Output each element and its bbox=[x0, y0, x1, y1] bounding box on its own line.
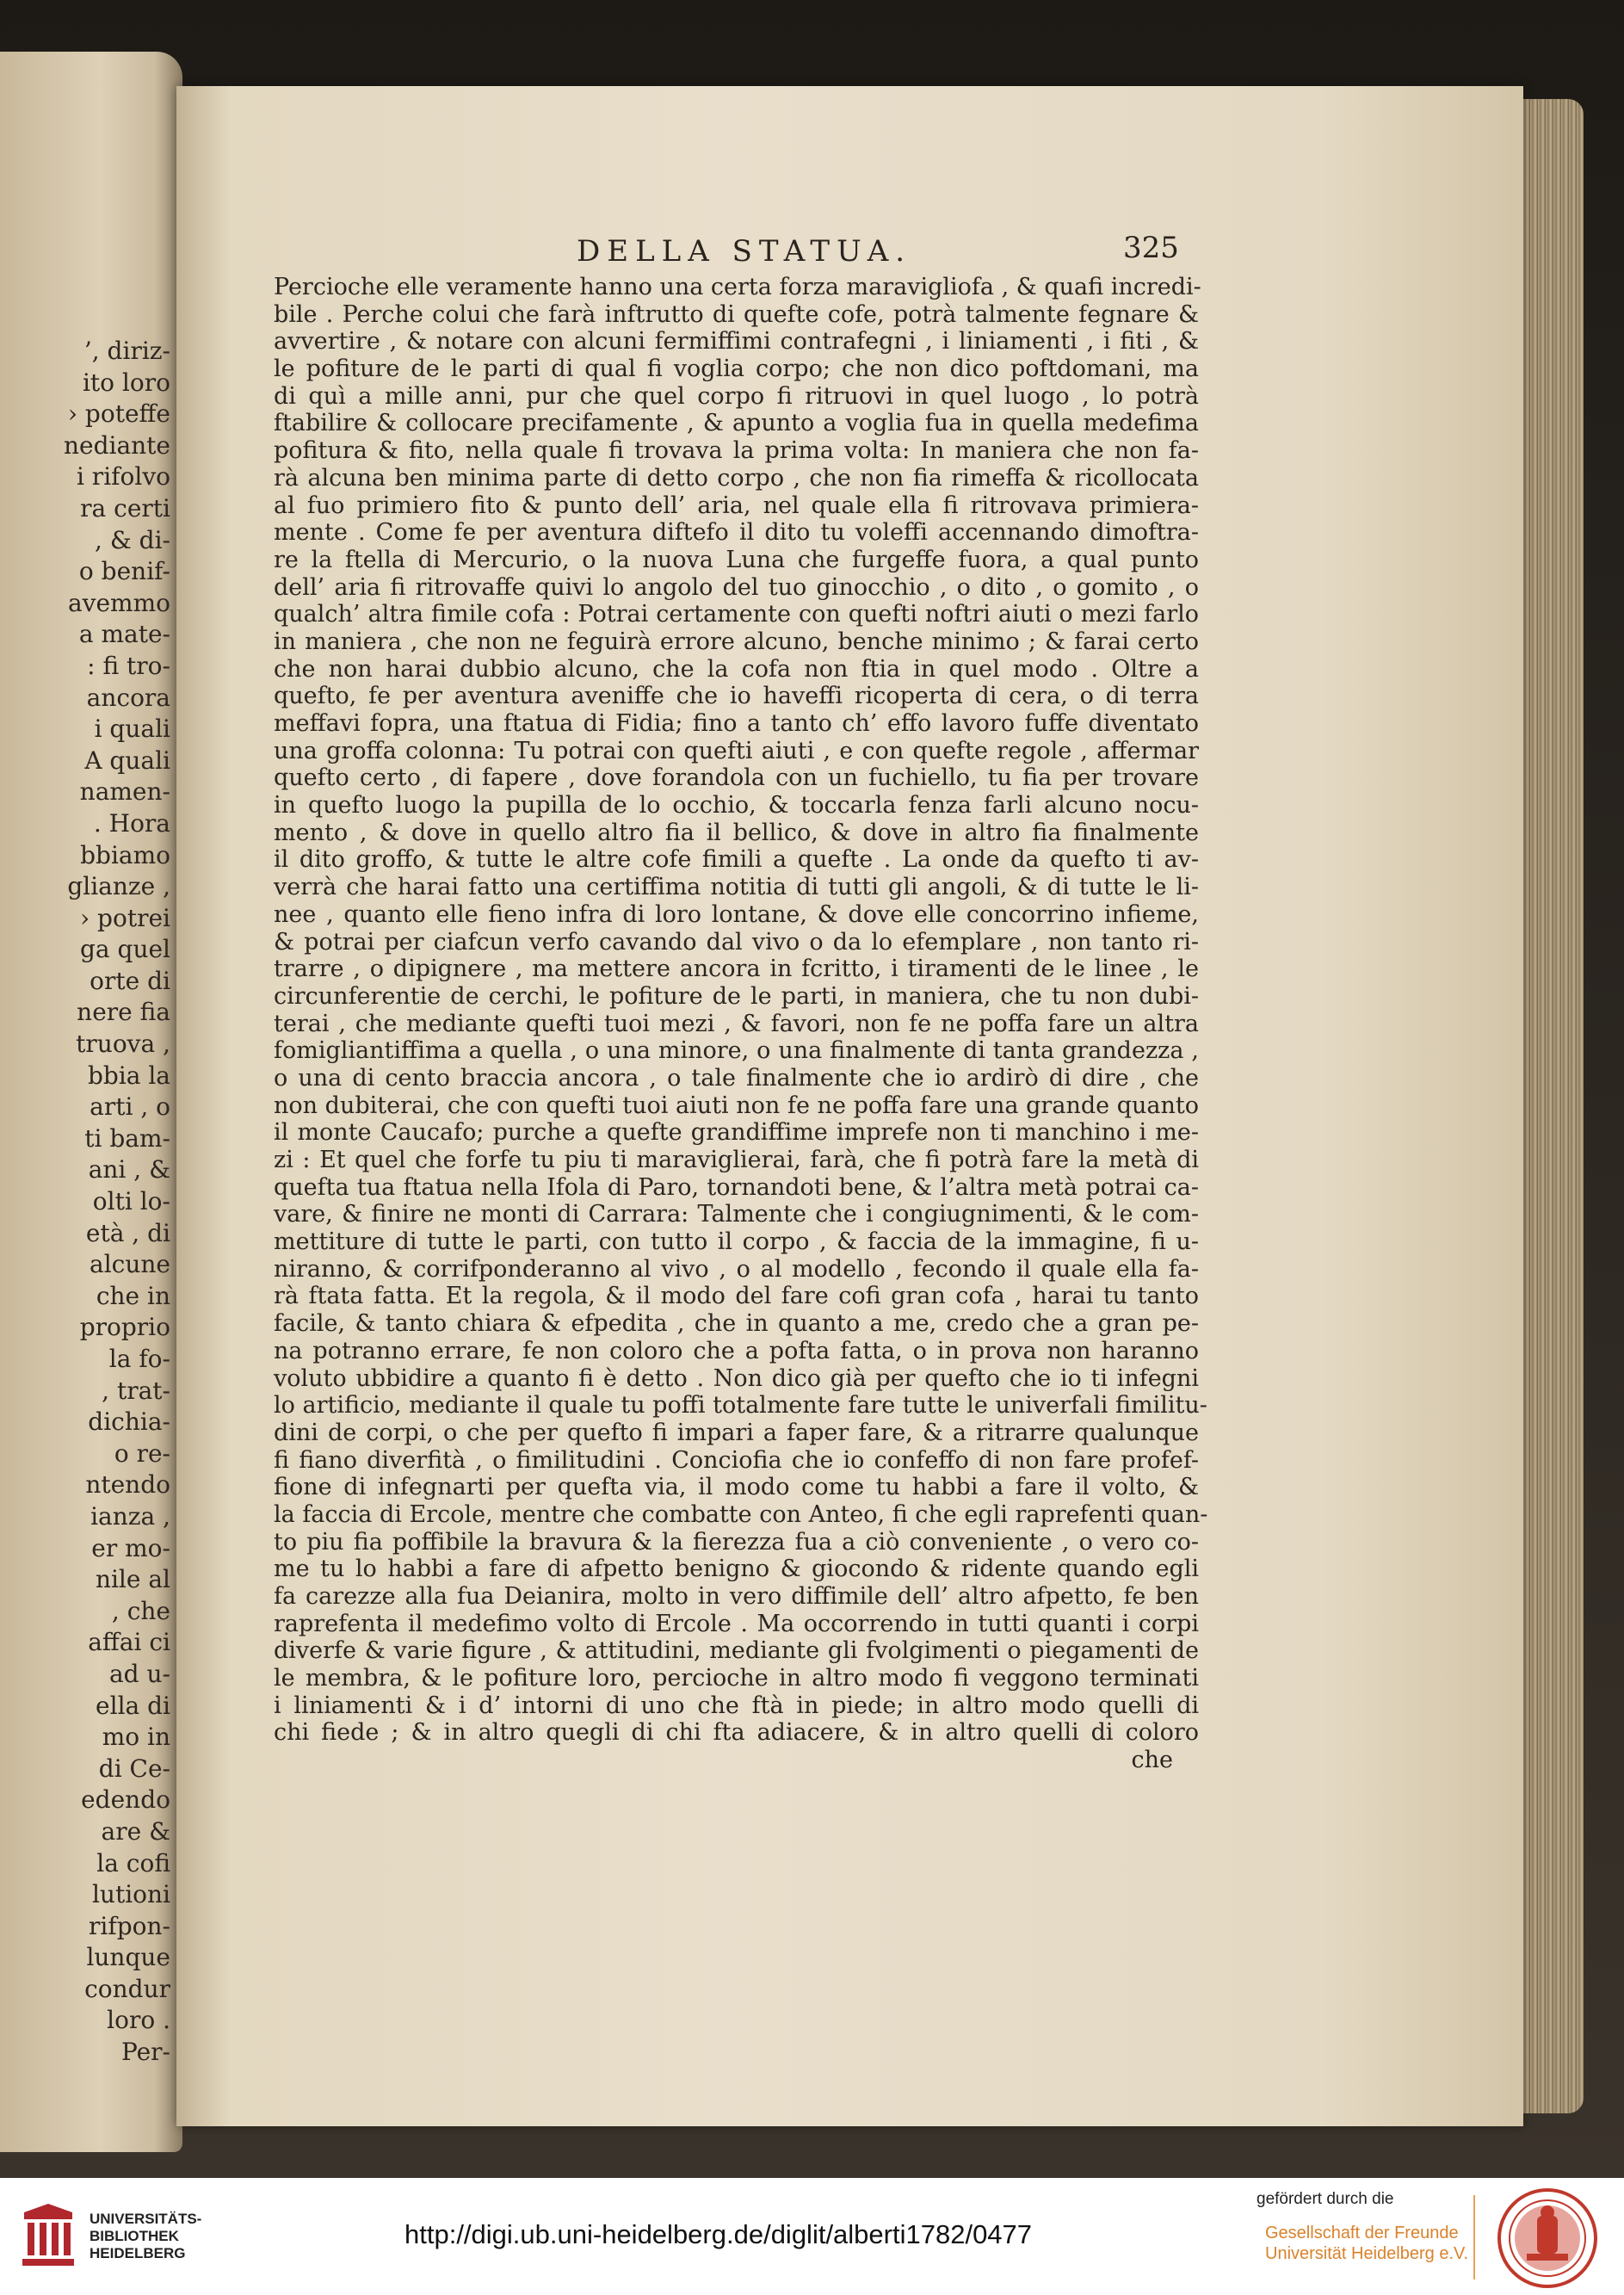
left-page-line: età , di bbox=[85, 1218, 170, 1247]
text-line: di quì a mille anni, pur che quel corpo fi ritruovi in quel luogo , lo potrà bbox=[274, 382, 1199, 410]
library-logo-icon bbox=[19, 2200, 77, 2273]
text-line: lo artificio, mediante il quale tu poffi totalmente fare tutte le univerfali fimilitu- bbox=[274, 1392, 1207, 1420]
left-page-line: Per- bbox=[121, 2038, 170, 2067]
permalink-url[interactable]: http://digi.ub.uni-heidelberg.de/diglit/alberti1782/0477 bbox=[404, 2219, 1033, 2249]
left-page-line: ’, diriz- bbox=[83, 337, 170, 365]
left-page-line: la fo- bbox=[108, 1345, 170, 1373]
left-page-line: i rifolvo bbox=[76, 462, 170, 492]
left-page-line: edendo bbox=[81, 1785, 170, 1815]
left-page-line: ga quel bbox=[80, 935, 170, 964]
text-line: niranno, & corrifponderanno al vivo , o al modello , fecondo il quale ella fa- bbox=[274, 1255, 1199, 1283]
text-line: vare, & finire ne monti di Carrara: Talmente che i congiugnimenti, & le com- bbox=[274, 1201, 1199, 1228]
catchword: che bbox=[1131, 1747, 1173, 1774]
left-page-line: i quali bbox=[94, 714, 170, 744]
text-line: meffavi fopra, una ftatua di Fidia; fino a tanto ch’ effo lavoro fuffe diventato bbox=[274, 710, 1199, 737]
text-line: il monte Caucafo; purche a quefte grandiffime imprefe non ti manchino i me- bbox=[274, 1119, 1199, 1147]
text-line: mente . Come fe per aventura diftefo il dito tu voleffi accennando dimoftra- bbox=[274, 519, 1199, 547]
left-page-line: namen- bbox=[79, 777, 170, 807]
left-page-text bbox=[0, 336, 170, 2069]
text-line: fomigliantiffima a quella , o una minore, o una finalmente di tanta grandezza , bbox=[274, 1037, 1199, 1065]
left-page-line: ra certi bbox=[80, 493, 170, 523]
left-page-line: er mo- bbox=[91, 1533, 170, 1562]
left-page-line: are & bbox=[101, 1816, 170, 1846]
left-page-line: ianza , bbox=[90, 1501, 170, 1531]
text-line: in quefto luogo la pupilla de lo occhio, & toccarla fenza farli alcuno nocu- bbox=[274, 792, 1199, 820]
left-page-line: affai ci bbox=[88, 1628, 170, 1657]
university-seal-icon bbox=[1496, 2187, 1599, 2290]
text-line: terai , che mediante quefti tuoi mezi , & favori, non fe ne poffa fare un altra bbox=[274, 1010, 1199, 1037]
left-page-line: lunque bbox=[86, 1943, 170, 1972]
left-page-line: ito loro bbox=[82, 368, 170, 397]
text-line: facile, & tanto chiara & efpedita , che in quanto a me, credo che a gran pe- bbox=[274, 1310, 1199, 1338]
text-line: verrà che harai fatto una certiffima notitia di tutti gli angoli, & di tutte le li- bbox=[274, 874, 1199, 901]
text-line: quefto certo , di fapere , dove forandola con un fuchiello, tu fia per trovare bbox=[274, 764, 1199, 792]
text-line: rà alcuna ben minima parte di detto corpo , che non fia rimeffa & ricollocata bbox=[274, 464, 1199, 492]
text-line: il dito groffo, & tutte le altre cofe fimili a quefte . La onde da quefto ti av- bbox=[274, 846, 1199, 874]
footer-bar bbox=[0, 2178, 1624, 2295]
text-line: mettiture di tutte le parti, con tutto il corpo , & faccia de la immagine, fi u- bbox=[274, 1228, 1199, 1256]
text-line: me tu lo habbi a fare di afpetto benigno & giocondo & ridente quando egli bbox=[274, 1556, 1199, 1583]
left-page-line: o benif- bbox=[78, 557, 170, 586]
text-line: i liniamenti & i d’ intorni di uno che ftà in piede; in altro modo quelli di bbox=[274, 1692, 1199, 1719]
text-line: quefta tua ftatua nella Ifola di Paro, tornandoti bene, & l’altra metà potrai ca- bbox=[274, 1173, 1199, 1201]
text-line: na potranno errare, fe non coloro che a pofta fatta, o in prova non haranno bbox=[274, 1337, 1199, 1364]
left-page-line: : fi tro- bbox=[87, 651, 170, 680]
left-page-line: , che bbox=[111, 1596, 170, 1625]
text-line: fi fiano diverfità , o fimilitudini . Conciofia che io confeffo di non fare profef- bbox=[274, 1446, 1199, 1474]
running-title: DELLA STATUA. bbox=[577, 234, 912, 269]
left-page-line: loro . bbox=[107, 2006, 170, 2035]
text-line: la faccia di Ercole, mentre che combatte con Anteo, fi che egli raprefenti quan- bbox=[274, 1500, 1208, 1528]
text-line: una groffa colonna: Tu potrai con quefti aiuti , e con quefte regole , affermar bbox=[274, 737, 1199, 764]
text-line: al fuo primiero fito & punto dell’ aria, nel quale ella fi ritrovava primiera- bbox=[274, 492, 1199, 519]
text-line: zi : Et quel che forfe tu piu ti maraviglierai, farà, che fi potrà fare la metà di bbox=[274, 1147, 1199, 1173]
text-line: trarre , o dipignere , ma mettere ancora in fcritto, i tiramenti de le linee , le bbox=[274, 956, 1199, 983]
text-line: le pofiture de le parti di qual fi voglia corpo; che non dico poftdomani, ma bbox=[274, 356, 1199, 383]
text-line: re la ftella di Mercurio, o la nuova Luna che furgeffe fuora, a qual punto bbox=[274, 546, 1199, 573]
left-page-line: alcune bbox=[90, 1250, 170, 1279]
page-number: 325 bbox=[1123, 231, 1179, 265]
left-page-line: nile al bbox=[95, 1565, 170, 1594]
left-page-line: di Ce- bbox=[98, 1754, 170, 1783]
left-page-line: truova , bbox=[76, 1030, 170, 1059]
text-line: non dubiterai, che con quefti tuoi aiuti non fe ne poffa fare una grande quanto bbox=[274, 1092, 1199, 1119]
text-line: che non harai dubbio alcuno, che la cofa non ftia in quel modo . Oltre a bbox=[274, 655, 1199, 683]
left-page-line: ad u- bbox=[108, 1659, 170, 1688]
page-edges bbox=[1515, 99, 1584, 2113]
text-line: avvertire , & notare con alcuni fermiffimi contrafegni , i liniamenti , i fiti , & bbox=[274, 328, 1199, 356]
left-page-line: a mate- bbox=[78, 620, 170, 649]
text-line: ftabilire & collocare precifamente , & apunto a voglia fua in quella medefima bbox=[274, 410, 1199, 437]
text-line: fa carezze alla fua Deianira, molto in vero diffimile dell’ altro afpetto, fe ben bbox=[274, 1583, 1199, 1610]
funded-by-label: gefördert durch die bbox=[1257, 2190, 1394, 2208]
left-page-line: nere fia bbox=[77, 998, 170, 1027]
left-page-line: o re- bbox=[114, 1438, 170, 1468]
text-line: to piu fia poffibile la bravura & la fierezza fua a ciò conveniente , o vero co- bbox=[274, 1528, 1199, 1556]
text-line: rà ftata fatta. Et la regola, & il modo del fare cofi gran cofa , harai tu tanto bbox=[274, 1283, 1199, 1310]
library-name: UNIVERSITÄTS- BIBLIOTHEK HEIDELBERG bbox=[90, 2211, 202, 2261]
text-line: o una di cento braccia ancora , o tale finalmente che io ardirò di dire , che bbox=[274, 1064, 1199, 1092]
text-line: in maniera , che non ne feguirà errore alcuno, benche minimo ; & farai certo bbox=[274, 628, 1199, 655]
left-page-line: arti , o bbox=[90, 1092, 170, 1122]
text-line: nee , quanto elle fieno infra di loro lontane, & dove elle concorrino infieme, bbox=[274, 900, 1199, 928]
left-page-line: . Hora bbox=[93, 808, 170, 838]
text-line: quefto, fe per aventura aveniffe che io haveffi ricoperta di cera, o di terra bbox=[274, 683, 1199, 710]
left-page-line: , & di- bbox=[95, 525, 170, 554]
text-line: chi fiede ; & in altro quegli di chi fta adiacere, & in altro quelli di coloro bbox=[274, 1719, 1199, 1747]
text-line: & potrai per ciafcun verfo cavando dal vivo o da lo efemplare , non tanto ri- bbox=[274, 928, 1199, 956]
left-page-line: proprio bbox=[79, 1313, 170, 1342]
left-page-line: bbiamo bbox=[80, 840, 170, 869]
left-page-line: ntendo bbox=[85, 1470, 170, 1500]
left-page-line: dichia- bbox=[88, 1407, 170, 1437]
text-line: circunferentie de cerchi, le pofiture de le parti, in maniera, che tu non dubi- bbox=[274, 982, 1199, 1010]
text-line: mento , & dove in quello altro fia il bellico, & dove in altro fia finalmente bbox=[274, 819, 1199, 846]
left-page-line: mo in bbox=[102, 1723, 170, 1752]
left-page-line: bbia la bbox=[87, 1061, 170, 1090]
body-text bbox=[274, 274, 1208, 1774]
left-page-line: che in bbox=[96, 1281, 170, 1310]
text-line: dini de corpi, o che per quefto fi impari a faper fare, & a ritrarre qualunque bbox=[274, 1419, 1199, 1446]
left-page-line: › potrei bbox=[79, 903, 170, 932]
left-page-line: ancora bbox=[86, 683, 170, 712]
left-page-line: nediante bbox=[63, 430, 170, 460]
text-line: qualch’ altra fimile cofa : Potrai certamente con quefti noftri aiuti o mezi farlo bbox=[274, 601, 1199, 628]
left-page-line: › poteffe bbox=[67, 399, 170, 429]
left-page-line: orte di bbox=[90, 966, 170, 995]
text-line: raprefenta il medefimo volto di Ercole . Ma occorrendo in tutti quanti i corpi bbox=[274, 1610, 1199, 1637]
left-page-line: ella di bbox=[96, 1691, 170, 1720]
left-page-line: , trat- bbox=[102, 1376, 170, 1405]
left-page-line: glianze , bbox=[67, 872, 170, 901]
text-line: dell’ aria fi ritrovaffe quivi lo angolo del tuo ginocchio , o dito , o gomito , o bbox=[274, 573, 1199, 601]
left-page bbox=[0, 52, 182, 2152]
left-page-line: condur bbox=[84, 1974, 170, 2003]
left-page-line: A quali bbox=[84, 745, 170, 775]
text-line: voluto ubbidire a quanto fi è detto . Non dico già per quefto che io ti infegni bbox=[274, 1364, 1199, 1392]
left-page-line: avemmo bbox=[67, 588, 170, 617]
left-page-line: ti bam- bbox=[84, 1123, 170, 1153]
left-page-line: olti lo- bbox=[92, 1187, 170, 1216]
left-page-line: ani , & bbox=[88, 1155, 170, 1185]
text-line: diverfe & varie figure , & attitudini, mediante gli fvolgimenti o piegamenti de bbox=[274, 1637, 1199, 1665]
left-page-line: lutioni bbox=[91, 1880, 170, 1909]
left-page-line: la cofi bbox=[96, 1848, 170, 1877]
text-line: Percioche elle veramente hanno una certa forza maravigliofa , & quafi incredi- bbox=[274, 274, 1201, 300]
text-line: pofitura & fito, nella quale fi trovava la prima volta: In maniera che non fa- bbox=[274, 437, 1199, 465]
footer-divider bbox=[1473, 2195, 1475, 2280]
text-line: fione di infegnarti per quefta via, il modo come tu habbi a fare il volto, & bbox=[274, 1474, 1199, 1501]
sponsor-name: Gesellschaft der Freunde Universität Heidelberg e.V. bbox=[1265, 2224, 1469, 2263]
text-line: bile . Perche colui che farà inftrutto di quefte cofe, potrà talmente fegnare & bbox=[274, 300, 1199, 328]
text-line: le membra, & le pofiture loro, percioche in altro modo fi veggono terminati bbox=[274, 1665, 1199, 1692]
left-page-line: rifpon- bbox=[89, 1911, 170, 1940]
